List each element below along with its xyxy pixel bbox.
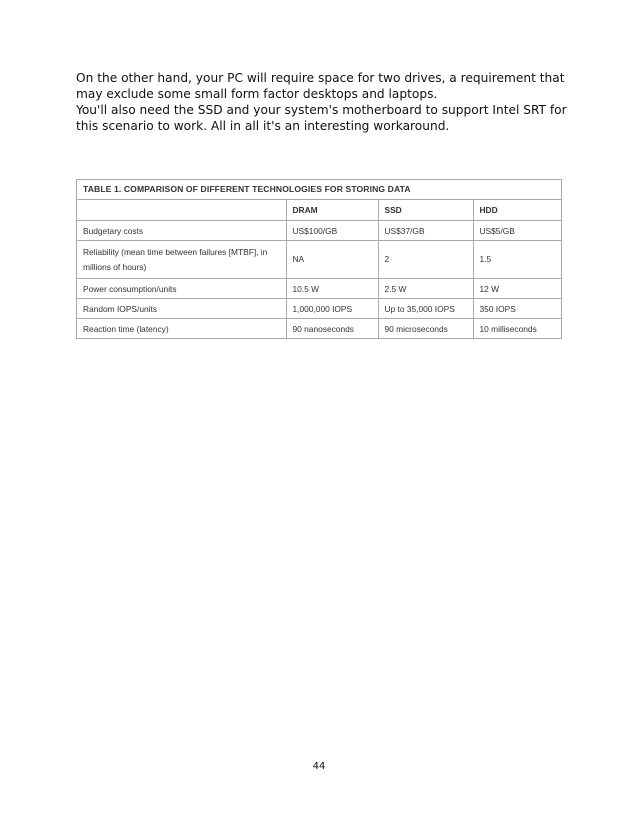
table-caption: TABLE 1. COMPARISON OF DIFFERENT TECHNOLOGIES FOR STORING DATA bbox=[77, 180, 561, 200]
cell-hdd: 10 milliseconds bbox=[473, 319, 561, 339]
cell-ssd: 2.5 W bbox=[378, 279, 473, 299]
table-row bbox=[77, 299, 561, 319]
body-text bbox=[76, 70, 576, 134]
table-grid bbox=[77, 200, 561, 338]
cell-dram: 1,000,000 IOPS bbox=[286, 299, 378, 319]
header-cell-hdd: HDD bbox=[473, 200, 561, 221]
header-cell-ssd: SSD bbox=[378, 200, 473, 221]
row-label: Reaction time (latency) bbox=[77, 319, 286, 339]
table-row bbox=[77, 221, 561, 241]
table-row bbox=[77, 319, 561, 339]
page-number: 44 bbox=[312, 761, 326, 772]
header-cell-dram: DRAM bbox=[286, 200, 378, 221]
table-row bbox=[77, 279, 561, 299]
cell-dram: US$100/GB bbox=[286, 221, 378, 241]
paragraph: You'll also need the SSD and your system's motherboard to support Intel SRT for this scenario to work. All in all it's an interesting workaround. bbox=[76, 103, 567, 133]
row-label: Reliability (mean time between failures [MTBF], in millions of hours) bbox=[77, 241, 286, 279]
cell-ssd: US$37/GB bbox=[378, 221, 473, 241]
cell-dram: 90 nanoseconds bbox=[286, 319, 378, 339]
cell-hdd: US$5/GB bbox=[473, 221, 561, 241]
row-label: Budgetary costs bbox=[77, 221, 286, 241]
cell-dram: NA bbox=[286, 241, 378, 279]
paragraph: On the other hand, your PC will require space for two drives, a requirement that may exclude some small form factor desktops and laptops. bbox=[76, 71, 565, 101]
cell-hdd: 350 IOPS bbox=[473, 299, 561, 319]
cell-hdd: 12 W bbox=[473, 279, 561, 299]
cell-dram: 10.5 W bbox=[286, 279, 378, 299]
cell-ssd: 2 bbox=[378, 241, 473, 279]
cell-ssd: 90 microseconds bbox=[378, 319, 473, 339]
row-label: Random IOPS/units bbox=[77, 299, 286, 319]
table-row bbox=[77, 241, 561, 279]
comparison-table bbox=[76, 179, 562, 339]
header-cell-empty bbox=[77, 200, 286, 221]
table-header-row bbox=[77, 200, 561, 221]
row-label: Power consumption/units bbox=[77, 279, 286, 299]
cell-hdd: 1.5 bbox=[473, 241, 561, 279]
cell-ssd: Up to 35,000 IOPS bbox=[378, 299, 473, 319]
